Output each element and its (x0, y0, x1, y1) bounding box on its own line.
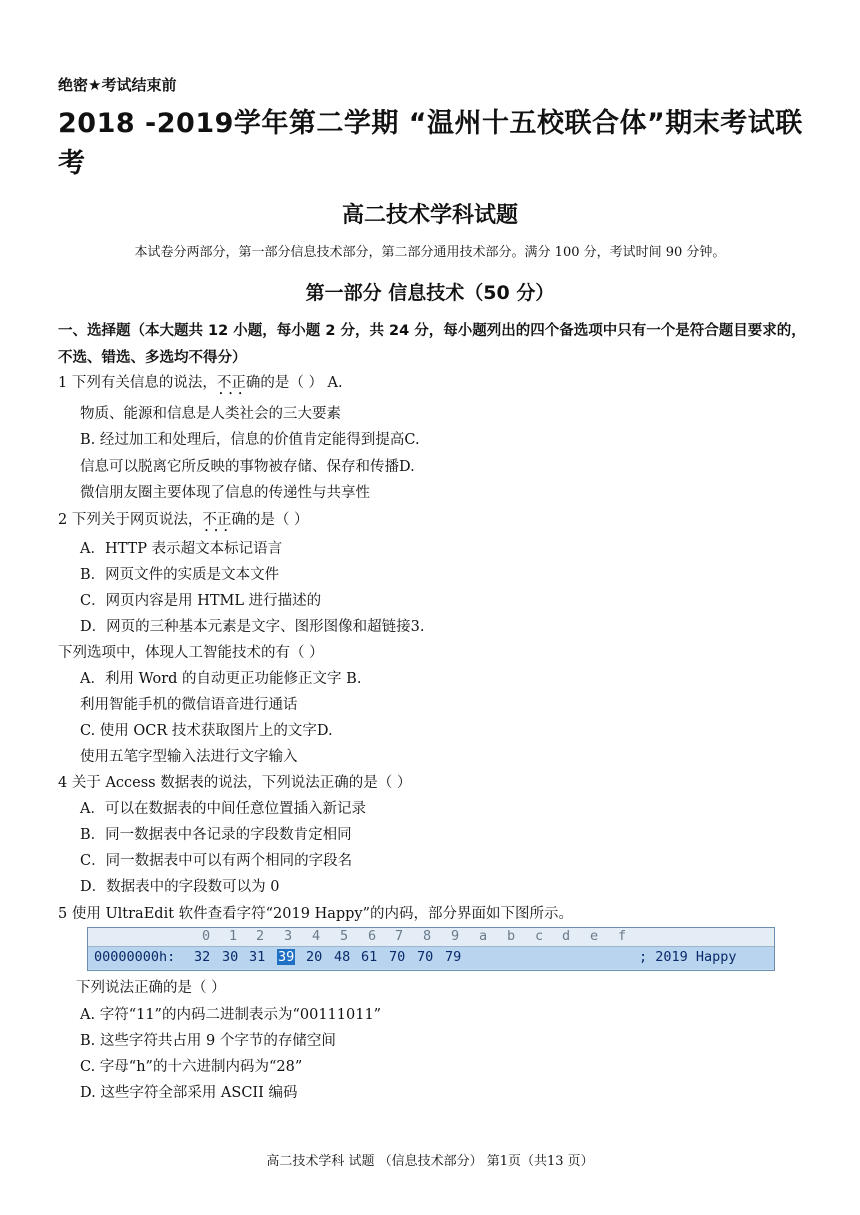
hex-column-label: 0 (202, 928, 211, 944)
hex-column-label: f (618, 928, 627, 944)
hex-byte: 61 (361, 949, 378, 965)
question-1-line: 物质、能源和信息是人类社会的三大要素 (80, 406, 341, 422)
hex-byte: 30 (222, 949, 239, 965)
hex-byte: 70 (389, 949, 406, 965)
exam-title: 2018 -2019学年第二学期 “温州十五校联合体”期末考试联考 (58, 108, 803, 179)
hex-byte-selected: 39 (278, 949, 295, 965)
ultraedit-hex-panel (87, 927, 775, 971)
question-4-option-a: A．可以在数据表的中间任意位置插入新记录 (80, 801, 366, 817)
hex-column-label: 5 (340, 928, 349, 944)
hex-column-label: b (507, 928, 516, 944)
exam-intro: 本试卷分两部分，第一部分信息技术部分，第二部分通用技术部分。满分 100 分，考试时间 90 分钟。 (134, 245, 726, 260)
question-5-option-c: C. 字母“h”的十六进制内码为“28” (80, 1059, 303, 1075)
part-title: 第一部分 信息技术（50 分） (305, 282, 555, 304)
question-2-option-c: C．网页内容是用 HTML 进行描述的 (80, 593, 322, 609)
hex-byte: 70 (417, 949, 434, 965)
hex-column-label: 9 (451, 928, 460, 944)
question-3-line: A．利用 Word 的自动更正功能修正文字 B. (80, 671, 362, 687)
hex-address: 00000000h: (94, 949, 176, 965)
question-1-line: 微信朋友圈主要体现了信息的传递性与共享性 (80, 485, 370, 501)
section-instructions: 一、选择题（本大题共 12 小题，每小题 2 分，共 24 分，每小题列出的四个备选项中只有一个是符合题目要求的，不选、错选、多选均不得分） (58, 323, 806, 366)
question-4-option-c: C．同一数据表中可以有两个相同的字段名 (80, 853, 353, 869)
question-3-stem: 下列选项中，体现人工智能技术的有（ ） (58, 645, 324, 661)
question-4-stem: 4 关于 Access 数据表的说法，下列说法正确的是（ ） (58, 775, 412, 791)
hex-column-label: 2 (256, 928, 265, 944)
question-4-option-b: B．同一数据表中各记录的字段数肯定相同 (80, 827, 352, 843)
question-1-line: 信息可以脱离它所反映的事物被存储、保存和传播D. (80, 459, 415, 475)
secret-mark: 绝密★考试结束前 (58, 76, 177, 94)
question-5-option-a: A. 字符“11”的内码二进制表示为“00111011” (80, 1007, 382, 1023)
question-5-stem: 5 使用 UltraEdit 软件查看字符“2019 Happy”的内码，部分界面如下图所示。 (58, 906, 574, 922)
hex-column-header (88, 928, 774, 947)
hex-byte: 20 (306, 949, 323, 965)
hex-column-label: 6 (368, 928, 377, 944)
hex-byte: 79 (445, 949, 462, 965)
hex-column-label: 3 (284, 928, 293, 944)
hex-column-label: 4 (312, 928, 321, 944)
question-4-option-d: D．数据表中的字段数可以为 0 (80, 879, 280, 895)
hex-column-label: 1 (229, 928, 238, 944)
question-1-stem: 1 下列有关信息的说法，不正确 • • •的是（ ） A. (58, 371, 343, 392)
question-2-stem: 2 下列关于网页说法，不正确 • • •的是（ ） (58, 508, 308, 529)
question-1-line: B. 经过加工和处理后，信息的价值肯定能得到提高C. (80, 432, 420, 448)
hex-byte: 31 (249, 949, 266, 965)
question-2-option-a: A．HTTP 表示超文本标记语言 (80, 541, 283, 557)
emphasis-not-correct: 不正确 • • • (217, 375, 261, 391)
hex-column-label: d (562, 928, 571, 944)
hex-column-label: e (590, 928, 599, 944)
question-5-substem: 下列说法正确的是（ ） (76, 980, 226, 996)
question-3-line: C. 使用 OCR 技术获取图片上的文字D. (80, 723, 333, 739)
question-5-option-d: D. 这些字符全部采用 ASCII 编码 (80, 1085, 298, 1101)
hex-text-preview: ; 2019 Happy (639, 949, 737, 965)
hex-column-label: 7 (395, 928, 404, 944)
emphasis-not-correct: 不正确 • • • (202, 512, 246, 528)
hex-column-label: a (479, 928, 488, 944)
question-3-line: 使用五笔字型输入法进行文字输入 (80, 749, 298, 765)
subject-title: 高二技术学科试题 (341, 203, 518, 228)
hex-column-label: c (535, 928, 544, 944)
hex-byte: 48 (334, 949, 351, 965)
hex-byte: 32 (194, 949, 211, 965)
question-3-line: 利用智能手机的微信语音进行通话 (80, 697, 298, 713)
hex-column-label: 8 (423, 928, 432, 944)
question-5-option-b: B. 这些字符共占用 9 个字节的存储空间 (80, 1033, 336, 1049)
question-2-option-b: B．网页文件的实质是文本文件 (80, 567, 280, 583)
hex-data-row (88, 947, 774, 969)
page-footer: 高二技术学科 试题 （信息技术部分） 第1页（共13 页） (266, 1154, 594, 1169)
question-2-option-d: D．网页的三种基本元素是文字、图形图像和超链接3. (80, 619, 425, 635)
